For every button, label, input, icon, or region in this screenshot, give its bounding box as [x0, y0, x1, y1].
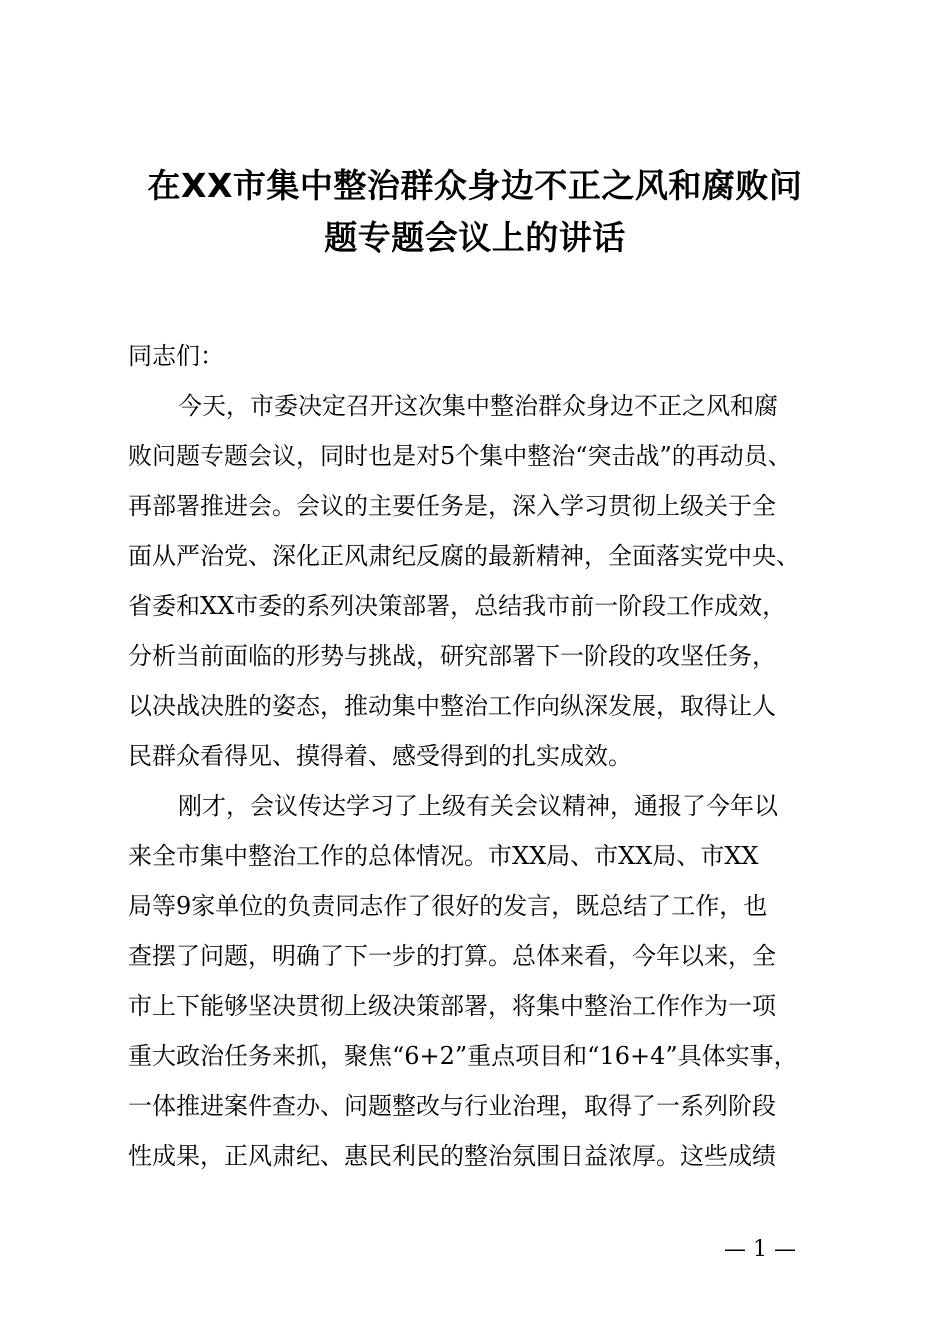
- paragraph-2-line-6: 重大政治任务来抓，聚焦“6+2”重点项目和“16+4”具体实事，: [128, 1042, 798, 1070]
- paragraph-2-line-4: 查摆了问题，明确了下一步的打算。总体来看，今年以来，全: [128, 942, 776, 970]
- paragraph-2-line-7: 一体推进案件查办、问题整改与行业治理，取得了一系列阶段: [128, 1092, 776, 1120]
- paragraph-2: [128, 781, 848, 1181]
- paragraph-1: [128, 381, 848, 781]
- paragraph-2-line-1: 刚才，会议传达学习了上级有关会议精神，通报了今年以: [178, 792, 778, 820]
- page-number: — 1 —: [724, 1237, 796, 1262]
- title-line-1: 在XX市集中整治群众身边不正之风和腐败问: [147, 166, 803, 205]
- paragraph-1-line-5: 省委和XX市委的系列决策部署，总结我市前一阶段工作成效，: [128, 592, 787, 620]
- document-body: [128, 331, 848, 1181]
- paragraph-1-line-8: 民群众看得见、摸得着、感受得到的扎实成效。: [128, 742, 632, 770]
- document-title: [100, 160, 850, 264]
- paragraph-2-line-5: 市上下能够坚决贯彻上级决策部署，将集中整治工作作为一项: [128, 992, 776, 1020]
- paragraph-1-line-6: 分析当前面临的形势与挑战，研究部署下一阶段的攻坚任务，: [128, 642, 776, 670]
- paragraph-1-line-1: 今天，市委决定召开这次集中整治群众身边不正之风和腐: [178, 392, 778, 420]
- title-line-2: 题专题会议上的讲话: [324, 218, 626, 257]
- salutation: 同志们：: [128, 342, 224, 370]
- paragraph-1-line-4: 面从严治党、深化正风肃纪反腐的最新精神，全面落实党中央、: [128, 542, 800, 570]
- paragraph-1-line-2: 败问题专题会议，同时也是对5个集中整治“突击战”的再动员、: [128, 442, 792, 470]
- paragraph-2-line-3: 局等9家单位的负责同志作了很好的发言，既总结了工作，也: [128, 892, 768, 920]
- paragraph-1-line-3: 再部署推进会。会议的主要任务是，深入学习贯彻上级关于全: [128, 492, 776, 520]
- paragraph-2-line-2: 来全市集中整治工作的总体情况。市XX局、市XX局、市XX: [128, 842, 759, 870]
- paragraph-1-line-7: 以决战决胜的姿态，推动集中整治工作向纵深发展，取得让人: [128, 692, 776, 720]
- paragraph-2-line-8: 性成果，正风肃纪、惠民利民的整治氛围日益浓厚。这些成绩: [128, 1142, 776, 1170]
